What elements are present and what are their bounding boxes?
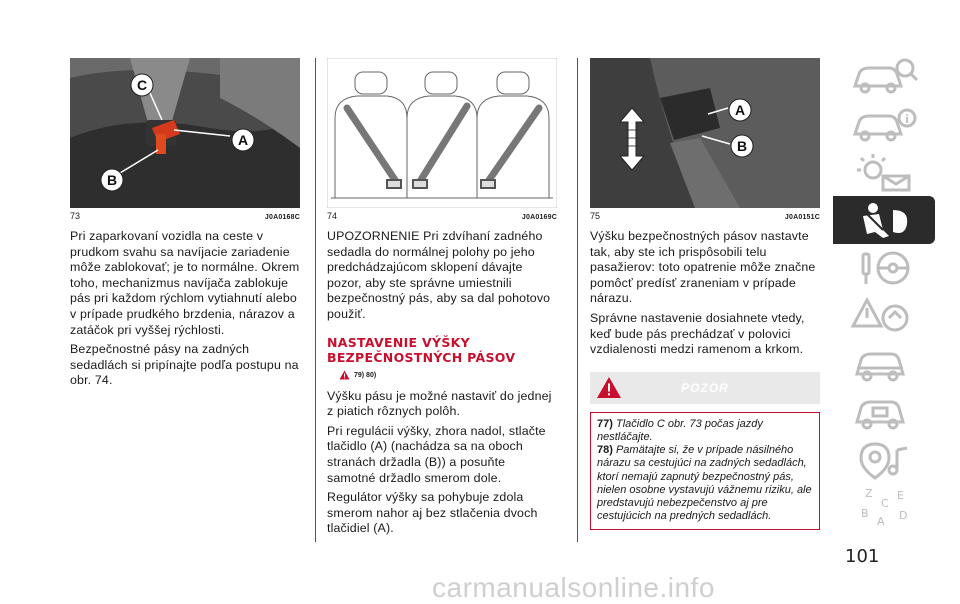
figure-number: 73 — [70, 211, 81, 221]
paragraph: Bezpečnostné pásy na zadných sedadlách si pripínajte podľa postupu na obr. 74. — [70, 342, 299, 388]
figure-75-caption — [590, 211, 820, 221]
svg-text:A: A — [734, 102, 746, 118]
svg-text:C: C — [881, 497, 889, 510]
tab-car-info[interactable] — [833, 52, 935, 100]
figure-73-caption — [70, 211, 300, 221]
svg-text:C: C — [136, 77, 148, 93]
figure-74-caption — [327, 211, 557, 221]
warning-triangle-icon — [596, 376, 622, 404]
dashboard-info-icon — [849, 104, 919, 144]
note-text: Pamätajte si, že v prípade násilného nárazu sa cestujúci na zadných sedadlách, ktorí nemajú zapnutý bezpečnostný pás, nielen osobne vystavujú vážnemu riziku, ale predstavujú nebezpečenstvo aj pre cestujúcich na predných sedadlách. — [597, 444, 812, 523]
car-service-icon — [849, 344, 919, 384]
tab-dashboard[interactable] — [833, 100, 935, 148]
callout-b — [101, 169, 123, 191]
car-tech-icon — [849, 392, 919, 432]
tab-multimedia[interactable] — [833, 436, 935, 484]
figure-code: J0A0169C — [521, 214, 557, 221]
caution-notes — [590, 412, 820, 530]
paragraph: Pri zaparkovaní vozidla na ceste v prudkom svahu sa navíjacie zariadenie môže zablokovať; je to normálne. Okrem toho, mechanizmus navíjača zablokuje pás pri každom rýchlom vytiahnutí alebo v prípade prudkého brzdenia, nárazov a zatáčok pri vyššej rýchlosti. — [70, 229, 300, 337]
chapter-sidebar — [833, 52, 935, 532]
caution-box — [590, 372, 820, 530]
paragraph: Výšku bezpečnostných pásov nastavte tak, aby ste ich prispôsobili telu pasažierov: toto opatrenie môže značne pomôcť predísť zraneniam v prípade nárazu. — [590, 229, 816, 306]
page-number: 101 — [845, 546, 880, 567]
svg-text:Z: Z — [865, 487, 873, 500]
figure-number: 74 — [327, 211, 338, 221]
caution-note — [597, 418, 813, 444]
column-divider — [315, 58, 316, 542]
steering-key-icon — [849, 248, 919, 288]
column-1 — [70, 58, 300, 389]
warning-ref-numbers: 79) 80) — [354, 372, 377, 380]
watermark: carmanualsonline.info — [432, 572, 715, 603]
note-text: Tlačidlo C obr. 73 počas jazdy nestláčajte. — [597, 417, 763, 443]
warning-triangle-icon — [849, 296, 919, 336]
svg-text:A: A — [237, 132, 249, 148]
column-3 — [590, 58, 820, 530]
svg-text:B: B — [861, 507, 869, 520]
callout-c — [131, 74, 153, 96]
tab-starting-driving[interactable] — [833, 244, 935, 292]
paragraph: Regulátor výšky sa pohybuje zdola smerom nahor aj bez stlačenia dvoch tlačidiel (A). — [327, 490, 538, 536]
caution-header — [590, 372, 820, 404]
figure-code: J0A0168C — [264, 214, 300, 221]
caution-title: POZOR — [681, 380, 729, 395]
warning-triangle-icon — [339, 367, 350, 385]
tab-emergency[interactable] — [833, 292, 935, 340]
figure-74-drawing — [327, 58, 557, 208]
note-number: 77) — [597, 417, 613, 430]
callout-a — [232, 129, 254, 151]
figure-code: J0A0151C — [784, 214, 820, 221]
svg-text:i: i — [905, 111, 909, 126]
paragraph: Správne nastavenie dosiahnete vtedy, keď bude pás prechádzať v polovici vzdialenosti medzi ramenom a krkom. — [590, 310, 805, 357]
column-divider — [577, 58, 578, 542]
warning-reference — [339, 367, 557, 385]
tab-index[interactable] — [833, 484, 935, 532]
svg-text:D: D — [899, 509, 908, 522]
figure-73-photo — [70, 58, 300, 208]
paragraph: Pri regulácii výšky, zhora nadol, stlačte tlačidlo (A) (nachádza sa na oboch stranách držadla (B)) a posuňte samotné držadlo smerom dole. — [327, 423, 546, 485]
callout-b — [731, 135, 753, 157]
column-2 — [327, 58, 557, 537]
section-heading: NASTAVENIE VÝŠKY BEZPEČNOSTNÝCH PÁSOV — [327, 334, 516, 365]
svg-text:B: B — [736, 138, 748, 154]
figure-number: 75 — [590, 211, 601, 221]
tab-safety[interactable] — [833, 196, 935, 244]
svg-text:A: A — [877, 515, 885, 528]
multimedia-icon — [849, 440, 919, 480]
tab-servicing[interactable] — [833, 340, 935, 388]
svg-text:E: E — [897, 489, 904, 502]
svg-text:B: B — [106, 172, 118, 188]
paragraph: Výšku pásu je možné nastaviť do jednej z piatich rôznych polôh. — [327, 388, 552, 419]
index-alphabet-icon — [849, 485, 919, 531]
warning-note-paragraph: UPOZORNENIE Pri zdvíhaní zadného sedadla do normálnej polohy po jeho predchádzajúcom sklopení dávajte pozor, aby ste správne umiestnili bezpečnostný pás, aby sa dal pohotovo použiť. — [327, 229, 551, 321]
lights-warning-icon — [849, 152, 919, 192]
seat-safety-icon — [849, 200, 919, 240]
note-number: 78) — [597, 444, 613, 457]
callout-a — [729, 99, 751, 121]
figure-75-photo — [590, 58, 820, 208]
tab-technical-data[interactable] — [833, 388, 935, 436]
caution-note — [597, 444, 813, 523]
tab-lights-warnings[interactable] — [833, 148, 935, 196]
car-info-icon — [849, 56, 919, 96]
